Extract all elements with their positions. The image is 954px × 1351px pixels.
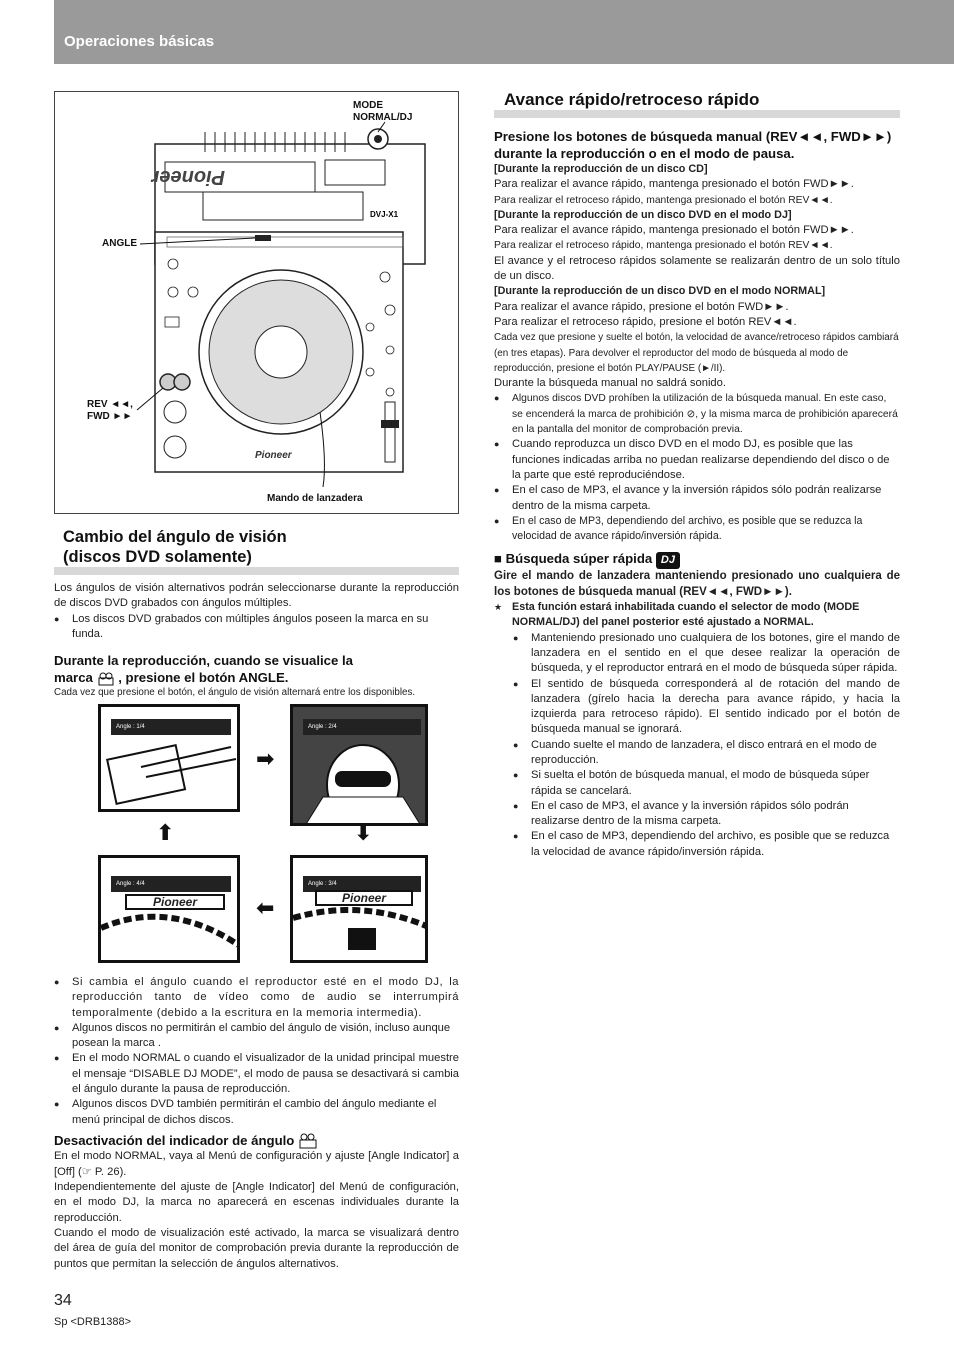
disable-heading: Desactivación del indicador de ángulo <box>54 1132 459 1150</box>
angle-intro: Los ángulos de visión alternativos podrán seleccionarse durante la reproducción de discos DVD grabados con ángulos múltiples. <box>54 582 459 610</box>
fast-bullets <box>494 391 900 544</box>
list-item: ● Los discos DVD grabados con múltiples ángulos poseen la marca en su funda. <box>54 612 459 643</box>
super-bullets <box>494 631 900 860</box>
angle-step-note: Cada vez que presione el botón, el ángulo de visión alternará entre los disponibles. <box>54 687 416 699</box>
angle-notes <box>54 975 459 1272</box>
normal-line-3: Cada vez que presione y suelte el botón, la velocidad de avance/retroceso rápidos cambiará (en tres etapas). Para devolver el reproductor del modo de búsqueda al modo de reproducción, presione el botón PLAY/PAUSE (►/II). <box>494 332 899 374</box>
super-lead: Gire el mando de lanzadera manteniendo presionado uno cualquiera de los botones de búsqueda manual (REV◄◄, FWD►►). <box>494 570 900 598</box>
disable-p3: Cuando el modo de visualización esté activado, la marca se visualizará dentro del área de guía del monitor de comprobación previa durante la reproducción de puntos que permitan la selección de ángulos alternativos. <box>54 1226 459 1270</box>
fast-section <box>494 90 900 860</box>
angle-screen-1 <box>98 704 240 812</box>
model-name: DVJ-X1 <box>370 210 399 219</box>
angle-icon <box>298 1133 320 1149</box>
angle-screen-2 <box>290 704 428 826</box>
dj-line-2: Para realizar el retroceso rápido, mantenga presionado el botón REV◄◄. <box>494 240 833 252</box>
cd-line-1: Para realizar el avance rápido, mantenga presionado el botón FWD►►. <box>494 178 854 191</box>
label-angle: ANGLE <box>102 238 137 249</box>
square-bullet-icon: ■ <box>494 551 502 567</box>
arrow-up-icon: ⬆ <box>156 820 175 845</box>
disable-p2: Independientemente del ajuste de [Angle Indicator] del Menú de configuración, en el modo DJ, la marca no aparecerá en escenas individuales durante la reproducción. <box>54 1181 459 1224</box>
screen-logo: Pioneer <box>125 894 225 910</box>
normal-line-2: Para realizar el retroceso rápido, presione el botón REV◄◄. <box>494 315 797 328</box>
list-item: ● En el caso de MP3, el avance y la inversión rápidos sólo podrán realizarse dentro de la misma carpeta. <box>494 483 900 514</box>
brand-logo-bottom: Pioneer <box>255 450 292 461</box>
screen-logo: Pioneer <box>315 890 413 906</box>
angle-step-heading: Durante la reproducción, cuando se visualice la marca , presione el botón ANGLE. <box>54 653 354 686</box>
dj-heading: [Durante la reproducción de un disco DVD en el modo DJ] <box>494 208 792 221</box>
brand-logo-top: Pioneer <box>151 166 225 188</box>
arrow-right-icon: ➡ <box>256 746 275 771</box>
list-item: ● Cuando reproduzca un disco DVD en el modo DJ, es posible que las funciones indicadas arriba no puedan realizarse dependiendo del disco o de la parte que esté reproduciéndose. <box>494 437 900 483</box>
list-item: ● En el modo NORMAL o cuando el visualizador de la unidad principal muestre el mensaje “DISABLE DJ MODE”, el modo de pausa se desactivará si cambia el ángulo durante la pausa de reproducción. <box>54 1051 459 1097</box>
angle-osd: Angle : 1/4 <box>111 719 231 735</box>
list-item: ● En el caso de MP3, dependiendo del archivo, es posible que se reduzca la velocidad de avance rápido/inversión rápida. <box>494 514 900 545</box>
list-item: ● Si cambia el ángulo cuando el reproductor esté en el modo DJ, la reproducción tanto de vídeo como de audio se interrumpirá temporalmente (debido a la escritura en la memoria intermedia). <box>54 975 459 1021</box>
label-mode: MODE NORMAL/DJ <box>353 100 413 123</box>
list-item: ● Algunos discos no permitirán el cambio del ángulo de visión, incluso aunque posean la marca . <box>54 1021 459 1052</box>
arrow-down-icon: ⬇ <box>354 820 373 845</box>
angle-osd: Angle : 4/4 <box>111 876 231 892</box>
list-item: ● El sentido de búsqueda corresponderá al de rotación del mando de lanzadera (gírelo hacia la derecha para avance rápido, y hacia la izquierda para retroceso rápido). El sentido indicado por el botón de búsqueda manual se ignorará. <box>494 677 900 738</box>
section-header-bar <box>54 0 954 64</box>
angle-screen-3 <box>290 855 428 963</box>
list-item: ● Si suelta el botón de búsqueda manual, el modo de búsqueda súper rápida se cancelará. <box>494 768 900 799</box>
dj-badge: DJ <box>656 552 680 569</box>
label-rev-fwd: REV ◄◄, FWD ►► <box>87 399 133 422</box>
normal-line-4: Durante la búsqueda manual no saldrá sonido. <box>494 377 726 390</box>
normal-heading: [Durante la reproducción de un disco DVD en el modo NORMAL] <box>494 285 826 298</box>
list-item: ● Manteniendo presionado uno cualquiera de los botones, gire el mando de lanzadera en el sentido en el que desee realizar la operación de búsqueda, y el reproductor entrará en el modo de búsqueda súper rápida. <box>494 631 900 677</box>
player-illustration <box>55 92 460 515</box>
angle-osd: Angle : 3/4 <box>303 876 421 892</box>
angle-section <box>54 527 459 699</box>
dj-line-3: El avance y el retroceso rápidos solamente se realizarán dentro de un solo título de un disco. <box>494 254 900 283</box>
section-title: Operaciones básicas <box>64 33 215 50</box>
player-figure <box>54 91 459 514</box>
angle-screen-4 <box>98 855 240 963</box>
page-number: 34 <box>54 1292 72 1309</box>
disable-p1: En el modo NORMAL, vaya al Menú de configuración y ajuste [Angle Indicator] a [Off] (☞ P. 26). <box>54 1150 459 1178</box>
cd-line-2: Para realizar el retroceso rápido, mantenga presionado el botón REV◄◄. <box>494 194 833 206</box>
label-jog: Mando de lanzadera <box>267 493 363 504</box>
list-item: ● En el caso de MP3, dependiendo del archivo, es posible que se reduzca la velocidad de avance rápido/inversión rápida. <box>494 829 900 860</box>
super-star-note: ★ Esta función estará inhabilitada cuando el selector de modo (MODE NORMAL/DJ) del panel posterior esté ajustado a NORMAL. <box>494 600 900 631</box>
list-item: ● Algunos discos DVD también permitirán el cambio del ángulo mediante el menú principal de dichos discos. <box>54 1097 459 1128</box>
fast-section-title: Avance rápido/retroceso rápido <box>494 90 900 118</box>
list-item: ● En el caso de MP3, el avance y la inversión rápidos sólo podrán realizarse dentro de la misma carpeta. <box>494 799 900 830</box>
list-item: ● Algunos discos DVD prohíben la utilización de la búsqueda manual. En este caso, se encenderá la marca de prohibición ⊘, y la misma marca de prohibición aparecerá en la pantalla del monitor de comprobación previa. <box>494 391 900 437</box>
document-code: Sp <DRB1388> <box>54 1316 132 1328</box>
angle-bullets <box>54 975 459 1128</box>
angle-osd: Angle : 2/4 <box>303 719 421 735</box>
list-item: ● Cuando suelte el mando de lanzadera, el disco entrará en el modo de reproducción. <box>494 738 900 769</box>
super-heading: ■ Búsqueda súper rápida DJ <box>494 550 900 569</box>
angle-icon <box>97 672 115 686</box>
cd-heading: [Durante la reproducción de un disco CD] <box>494 163 708 175</box>
dj-line-1: Para realizar el avance rápido, mantenga presionado el botón FWD►►. <box>494 224 854 237</box>
angle-section-title: Cambio del ángulo de visión (discos DVD solamente) <box>54 527 459 575</box>
fast-lead: Presione los botones de búsqueda manual (REV◄◄, FWD►►) durante la reproducción o en el modo de pausa. <box>494 129 892 161</box>
normal-line-1: Para realizar el avance rápido, presione el botón FWD►►. <box>494 300 789 313</box>
angle-intro-list <box>54 612 459 643</box>
arrow-left-icon: ⬅ <box>256 895 275 920</box>
